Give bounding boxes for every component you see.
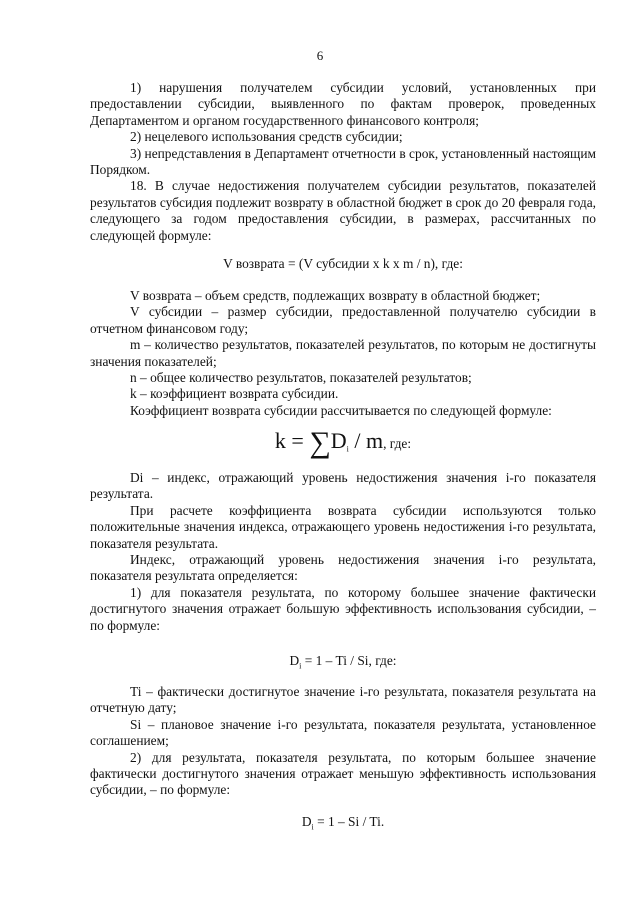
paragraph: V субсидии – размер субсидии, предоставленной получателю субсидии в отчетном финансовом году; [90, 304, 596, 336]
text-block-d [90, 684, 596, 799]
paragraph: Ti – фактически достигнутое значение i-го результата, показателя результата на отчетную дату; [90, 684, 596, 716]
formula-index-2: $D_i = 1 - Si / Ti$. [301, 814, 385, 832]
paragraph: m – количество результатов, показателей результатов, по которым не достигнуты значения показателей; [90, 337, 596, 369]
paragraph: 18. В случае недостижения получателем субсидии результатов, показателей результатов субсидия подлежит возврату в областной бюджет в срок до 20 февраля года, следующего за годом предоставления субсидии, в размерах, рассчитанных по следующей формуле: [90, 178, 596, 243]
formula-index-1: $D_i = 1 - Ti / Si$, где: [289, 653, 397, 671]
formula-return-volume: V возврата = (V субсидии x k x m / n), где: [223, 256, 463, 271]
formula-coefficient: $k = \sum D_i / m$, где: [274, 426, 412, 459]
paragraph: n – общее количество результатов, показателей результатов; [130, 370, 472, 386]
paragraph: Индекс, отражающий уровень недостижения значения i-го результата, показателя результата определяется: [90, 552, 596, 584]
paragraph: При расчете коэффициента возврата субсидии используются только положительные значения индекса, отражающего уровень недостижения i-го результата, показателя результата. [90, 502, 596, 551]
paragraph: V возврата – объем средств, подлежащих возврату в областной бюджет; [130, 288, 541, 303]
paragraph: k – коэффициент возврата субсидии. [130, 386, 339, 402]
paragraph: 1) для показателя результата, по которому большее значение фактически достигнутого значения отражает большую эффективность использования субсидии, – по формуле: [90, 584, 596, 633]
paragraph: 2) для результата, показателя результата, по которым большее значение фактически достигнутого значения отражает меньшую эффективность использования субсидии, – по формуле: [90, 749, 596, 798]
paragraph: 3) непредставления в Департамент отчетности в срок, установленный настоящим Порядком. [90, 145, 596, 178]
text-block-c [90, 470, 596, 634]
paragraph: 1) нарушения получателем субсидии условий, установленных при предоставлении субсидии, выявленного по фактам проверок, проведенных Департаментом и органом государственного финансового контроля; [90, 80, 596, 128]
page-number: 6 [316, 48, 324, 63]
paragraph: Si – плановое значение i-го результата, показателя результата, установленное соглашением; [90, 716, 596, 749]
paragraph: Di – индекс, отражающий уровень недостижения значения i-го показателя результата. [90, 470, 596, 502]
paragraph: Коэффициент возврата субсидии рассчитывается по следующей формуле: [130, 402, 552, 418]
sum-symbol: ∑ [309, 426, 331, 459]
text-block-a [90, 80, 596, 244]
paragraph: 2) нецелевого использования средств субсидии; [130, 129, 403, 145]
text-block-b [90, 288, 596, 419]
